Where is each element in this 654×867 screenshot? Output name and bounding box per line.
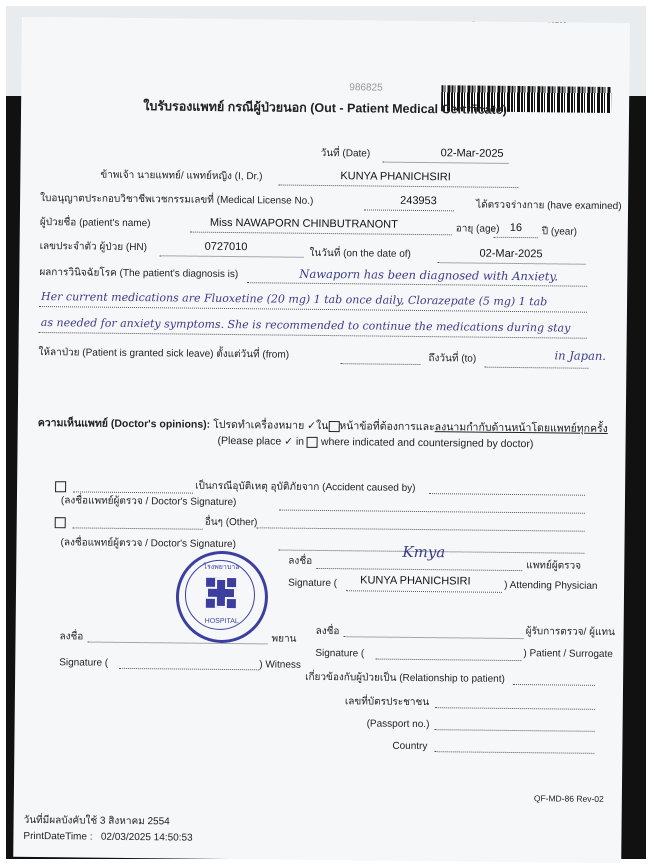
patient-suffix: ) Patient / Surrogate [523,648,613,661]
other-label: อื่นๆ (Other) [204,516,258,529]
witness-sign-label: ลงชื่อ [59,631,84,643]
accident-checkbox[interactable] [55,481,66,492]
accident-label: เป็นกรณีอุบัติเหตุ อุบัติภัยจาก (Accident caused by) [195,480,416,494]
date-label: วันที่ (Date) [320,147,371,160]
patient-signature-label: Signature ( [315,647,365,660]
witness-signature-label: Signature ( [59,657,109,669]
opinions-heading-en: (Please place ✓ in where indicated and countersigned by doctor) [217,434,534,451]
certificate-page [13,17,630,863]
license-label: ใบอนุญาตประกอบวิชาชีพเวชกรรมเลขที่ (Medical License No.) [40,193,314,207]
stamp-text-top: โรงพยาบาล [203,563,240,572]
doctor-name: KUNYA PHANICHSIRI [340,170,451,184]
id-label: เลขที่บัตรประชาชน [344,696,430,709]
to-label: ถึงวันที่ (to) [428,353,477,365]
hn-value: 0727010 [204,240,248,254]
patient-th: ผู้รับการตรวจ/ ผู้แทน [525,626,615,639]
license-value: 243953 [400,194,437,208]
doc-number: 986825 [349,82,383,94]
diagnosis-line-1: Nawaporn has been diagnosed with Anxiety. [299,266,559,284]
diagnosis-label: ผลการวินิจฉัยโรค (The patient's diagnosis is) [39,267,239,281]
sign-label: ลงชื่อ [288,555,313,567]
patient-name: Miss NAWAPORN CHINBUTRANONT [209,216,398,231]
age-label: อายุ (age) [455,223,500,235]
print-datetime: PrintDateTime : 02/03/2025 14:50:53 [23,830,193,844]
diagnosis-line-2: Her current medications are Fluoxetine (20 mg) 1 tab once daily, Clorazepate (5 mg) 1 tab [41,290,548,309]
attending-suffix: ) Attending Physician [504,579,598,592]
hospital-stamp [175,550,268,643]
relationship-label: เกี่ยวข้องกับผู้ป่วยเป็น (Relationship to patient) [305,671,505,685]
page-title: ใบรับรองแพทย์ กรณีผู้ป่วยนอก (Out - Patient Medical Certificate) [143,99,507,117]
country-label: Country [392,740,428,753]
year-label: ปี (year) [541,226,578,238]
patient-sign-label: ลงชื่อ [315,625,340,638]
witness-th: พยาน [271,633,297,645]
opinions-heading: ความเห็นแพทย์ (Doctor's opinions): โปรดทำเครื่องหมาย ✓ใน หน้าข้อที่ต้องการและลงนามกำกับด้านหน้าโดยแพทย์ทุกครั้ง [37,417,608,435]
doctor-scribble: Kmya [402,542,446,562]
diagnosis-line-3: as needed for anxiety symptoms. She is recommended to continue the medications during stay [40,316,571,335]
attending-name: KUNYA PHANICHSIRI [360,574,471,588]
effective-date: วันที่มีผลบังคับใช้ 3 สิงหาคม 2554 [23,814,170,828]
patient-label: ผู้ป่วยชื่อ (patient's name) [39,217,151,230]
date-of-label: ในวันที่ (on the date of) [309,247,411,260]
date-of-value: 02-Mar-2025 [479,247,543,261]
diagnosis-line-4: in Japan. [554,348,607,363]
other-checkbox[interactable] [55,517,66,528]
stamp-text-bottom: HOSPITAL [204,617,239,626]
examined-label: ได้ตรวจร่างกาย (have examined) [476,199,622,213]
signature-label: Signature ( [288,577,338,590]
doctor-signature-label-1: (ลงชื่อแพทย์ผู้ตรวจ / Doctor's Signature) [60,495,237,509]
witness-suffix: ) Witness [259,659,301,671]
age-value: 16 [509,221,523,235]
doctor-signature-label-2: (ลงชื่อแพทย์ผู้ตรวจ / Doctor's Signature) [60,537,236,551]
sick-leave-label: ให้ลาป่วย (Patient is granted sick leave) ตั้งแต่วันที่ (from) [38,347,290,361]
attending-label: แพทย์ผู้ตรวจ [526,560,582,572]
date-value: 02-Mar-2025 [440,147,504,160]
passport-label: (Passport no.) [366,718,430,731]
hn-label: เลขประจำตัว ผู้ป่วย (HN) [39,241,148,254]
form-code: QF-MD-86 Rev-02 [533,793,604,804]
doctor-label: ข้าพเจ้า นายแพทย์/ แพทย์หญิง (I, Dr.) [100,169,263,183]
